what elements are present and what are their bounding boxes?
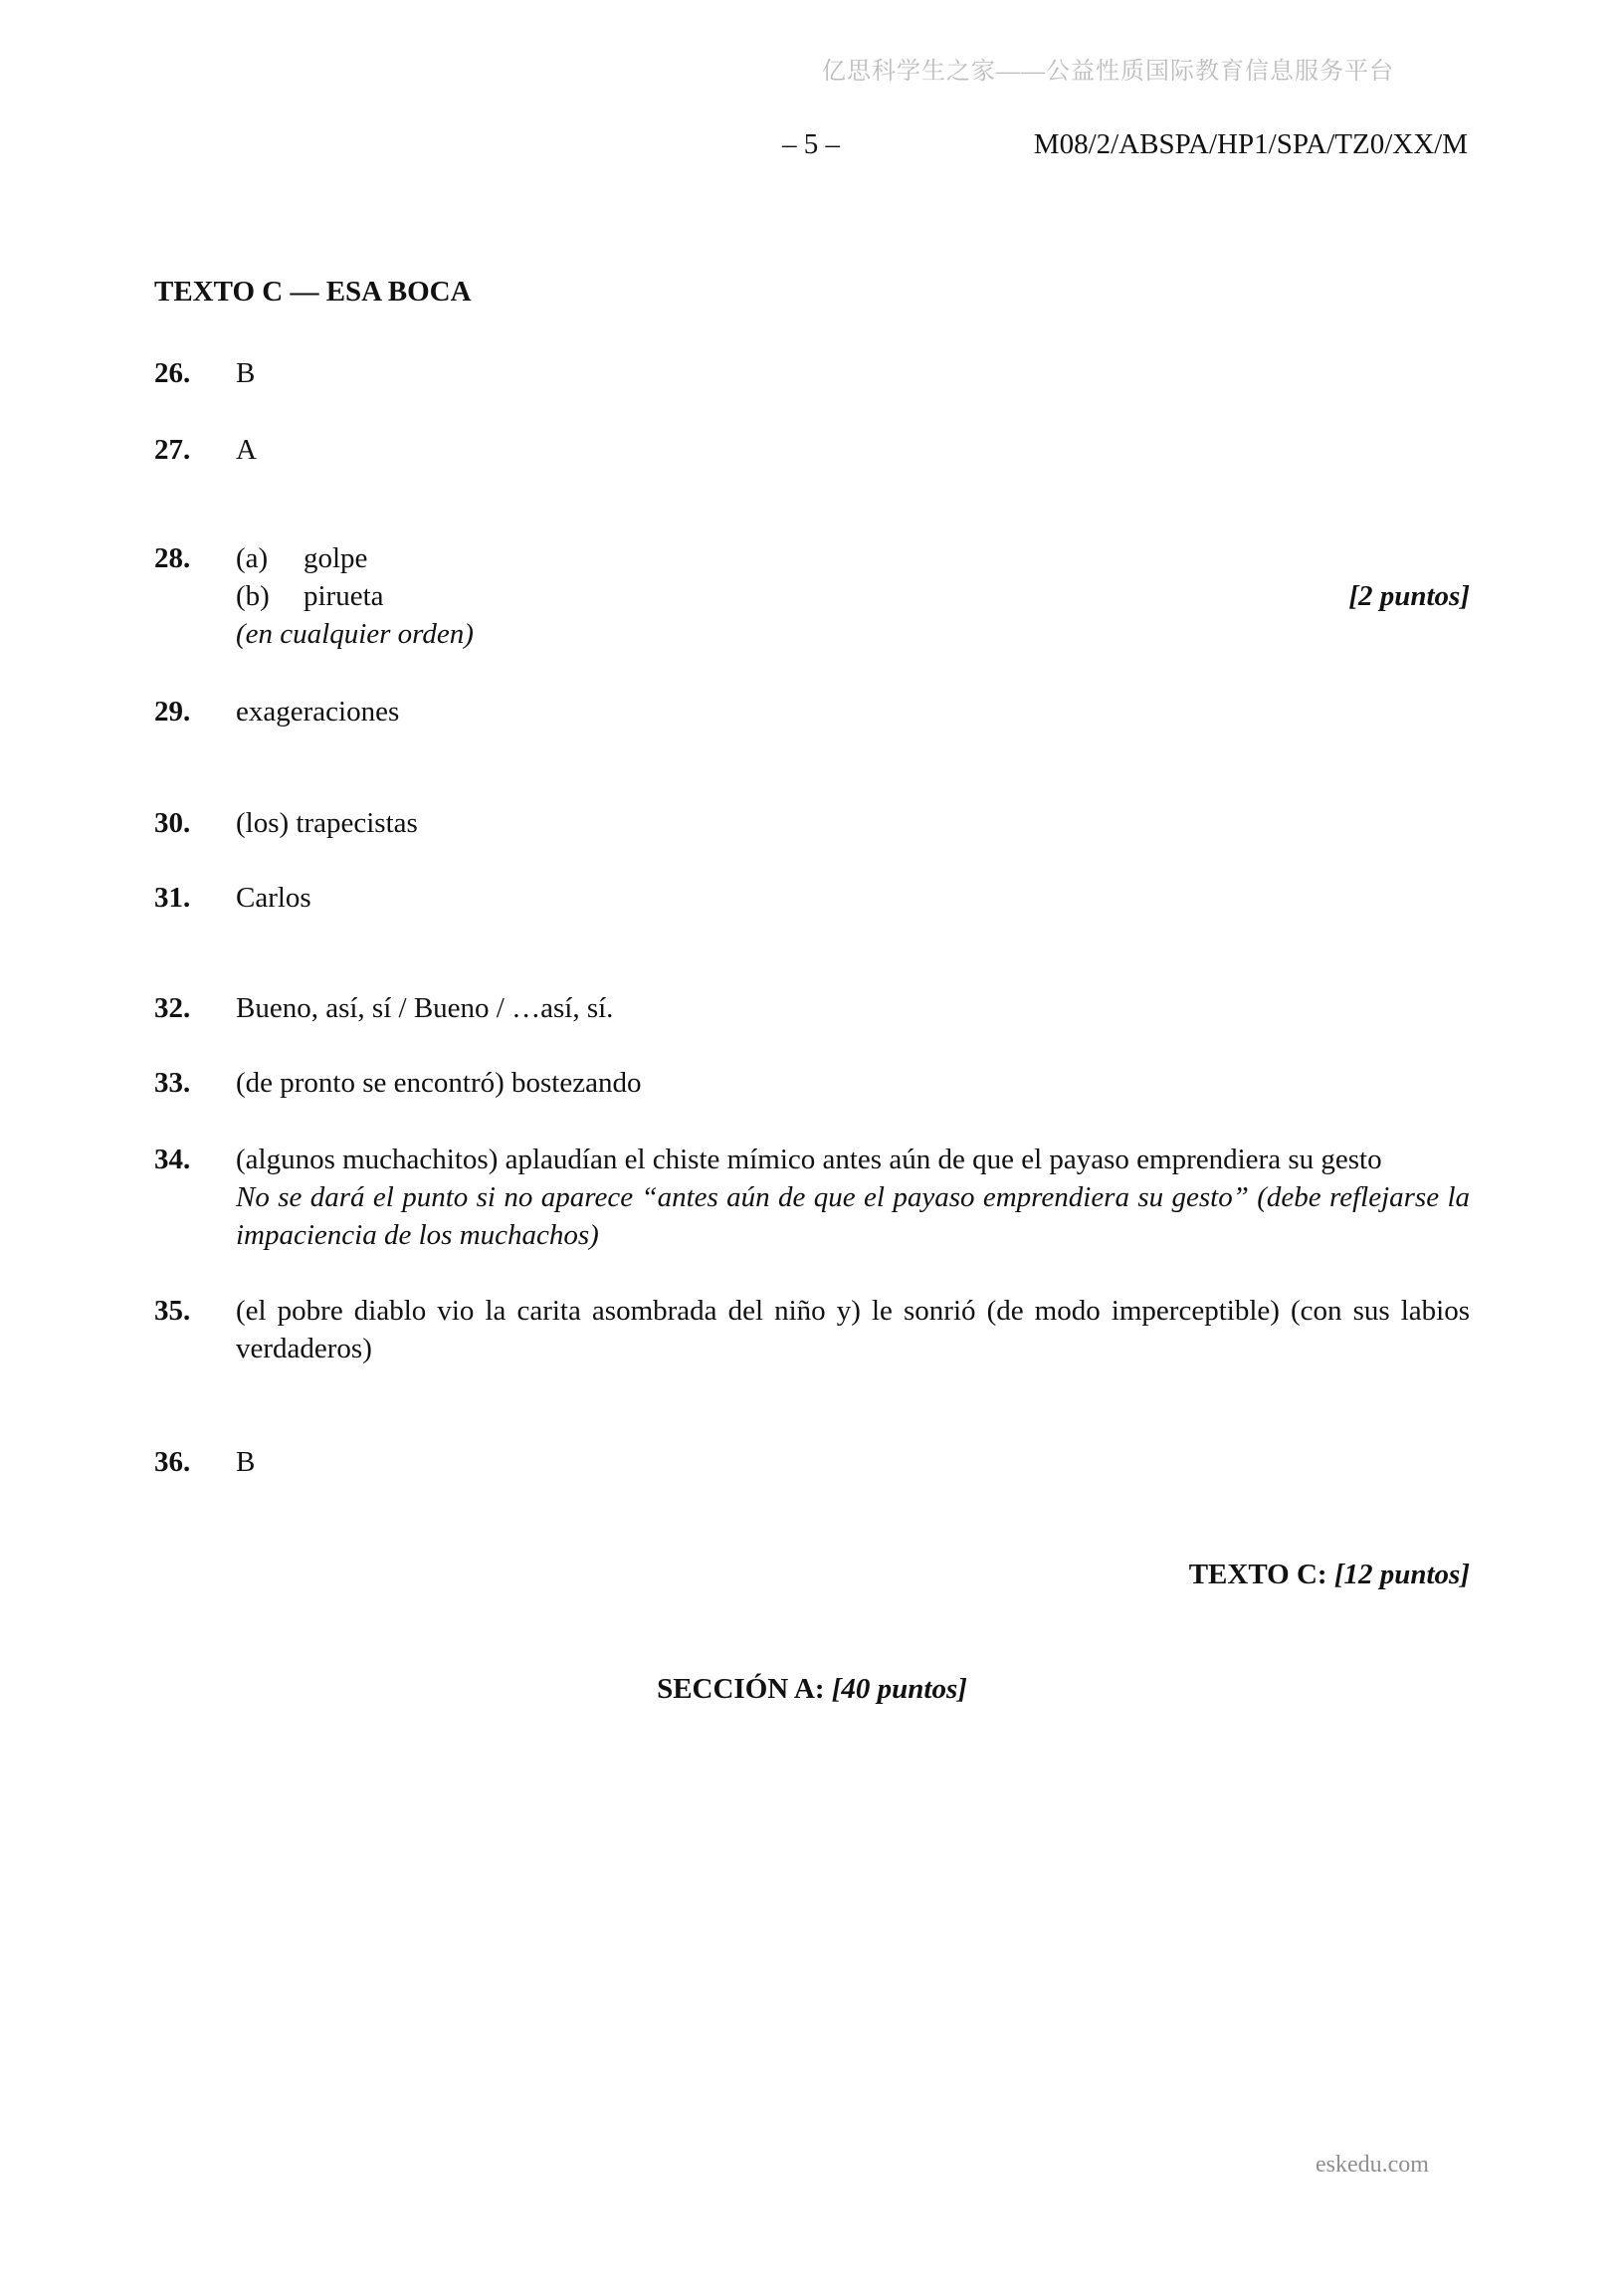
answer-number: 31.: [154, 882, 191, 914]
answer-text: exageraciones: [236, 696, 400, 728]
texto-c-total: [154, 1556, 1470, 1593]
seccion-a-total-points: [40 puntos]: [831, 1673, 967, 1705]
answer-body: [236, 1443, 1470, 1481]
page-header: [154, 125, 1468, 163]
answer-body: [236, 1141, 1470, 1254]
answer-list: [154, 354, 1470, 1481]
answer-number: 30.: [154, 807, 191, 839]
answer-text: B: [236, 1446, 256, 1478]
part-letter: (a): [236, 542, 269, 574]
answer-number: 33.: [154, 1067, 191, 1099]
answer-number: 36.: [154, 1446, 191, 1478]
seccion-a-total: [154, 1670, 1470, 1708]
answer-text: (algunos muchachitos) aplaudían el chiste mímico antes aún de que el payaso emprendiera su gesto: [236, 1144, 1382, 1175]
answer-number: 28.: [154, 542, 191, 574]
section-title: TEXTO C — ESA BOCA: [154, 276, 472, 308]
answer-text: (los) trapecistas: [236, 807, 418, 839]
part-text: golpe: [304, 542, 368, 574]
answer-row: [154, 1292, 1470, 1367]
answer-text: (de pronto se encontró) bostezando: [236, 1067, 642, 1099]
footer-site-link: eskedu.com: [1316, 2152, 1429, 2178]
page-number: – 5 –: [782, 128, 840, 160]
answer-row: [154, 804, 1470, 842]
answer-part-row: [236, 539, 1470, 577]
answer-row: [154, 1443, 1470, 1481]
answer-note: (en cualquier orden): [236, 618, 474, 650]
answer-text: (el pobre diablo vio la carita asombrada del niño y) le sonrió (de modo imperceptible) (con sus labios verdaderos): [236, 1295, 1470, 1364]
answers-section: [154, 273, 1470, 1708]
answer-row: [154, 431, 1470, 469]
texto-c-total-label: TEXTO C:: [1188, 1559, 1327, 1590]
answer-body: [236, 431, 1470, 469]
paper-code: M08/2/ABSPA/HP1/SPA/TZ0/XX/M: [1033, 128, 1468, 160]
answer-row: [154, 1141, 1470, 1254]
answer-number: 32.: [154, 992, 191, 1024]
answer-text: Carlos: [236, 882, 311, 914]
answer-row: [154, 693, 1470, 731]
answer-row: [154, 539, 1470, 653]
answer-body: [236, 354, 1470, 392]
seccion-a-total-label: SECCIÓN A:: [657, 1673, 825, 1705]
answer-text: Bueno, así, sí / Bueno / …así, sí.: [236, 992, 614, 1024]
answer-number: 27.: [154, 434, 191, 466]
answer-body: [236, 1292, 1470, 1367]
answer-number: 34.: [154, 1144, 191, 1175]
answer-body: [236, 539, 1470, 653]
answer-row: [154, 989, 1470, 1027]
part-letter: (b): [236, 580, 270, 612]
answer-body: [236, 804, 1470, 842]
answer-number: 26.: [154, 357, 191, 389]
answer-note: No se dará el punto si no aparece “antes aún de que el payaso emprendiera su gesto” (debe reflejarse la impaciencia de los muchachos): [236, 1181, 1470, 1251]
answer-number: 29.: [154, 696, 191, 728]
answer-row: [154, 1064, 1470, 1102]
answer-part-row: [236, 577, 1470, 615]
answer-number: 35.: [154, 1295, 191, 1327]
watermark-text: 亿思科学生之家——公益性质国际教育信息服务平台: [822, 59, 1394, 85]
answer-row: [154, 354, 1470, 392]
answer-row: [154, 879, 1470, 917]
part-text: pirueta: [304, 580, 384, 612]
texto-c-total-points: [12 puntos]: [1333, 1559, 1470, 1590]
points-badge: [2 puntos]: [1348, 580, 1470, 612]
answer-body: [236, 879, 1470, 917]
answer-body: [236, 989, 1470, 1027]
answer-text: A: [236, 434, 257, 466]
answer-body: [236, 1064, 1470, 1102]
answer-text: B: [236, 357, 256, 389]
answer-body: [236, 693, 1470, 731]
